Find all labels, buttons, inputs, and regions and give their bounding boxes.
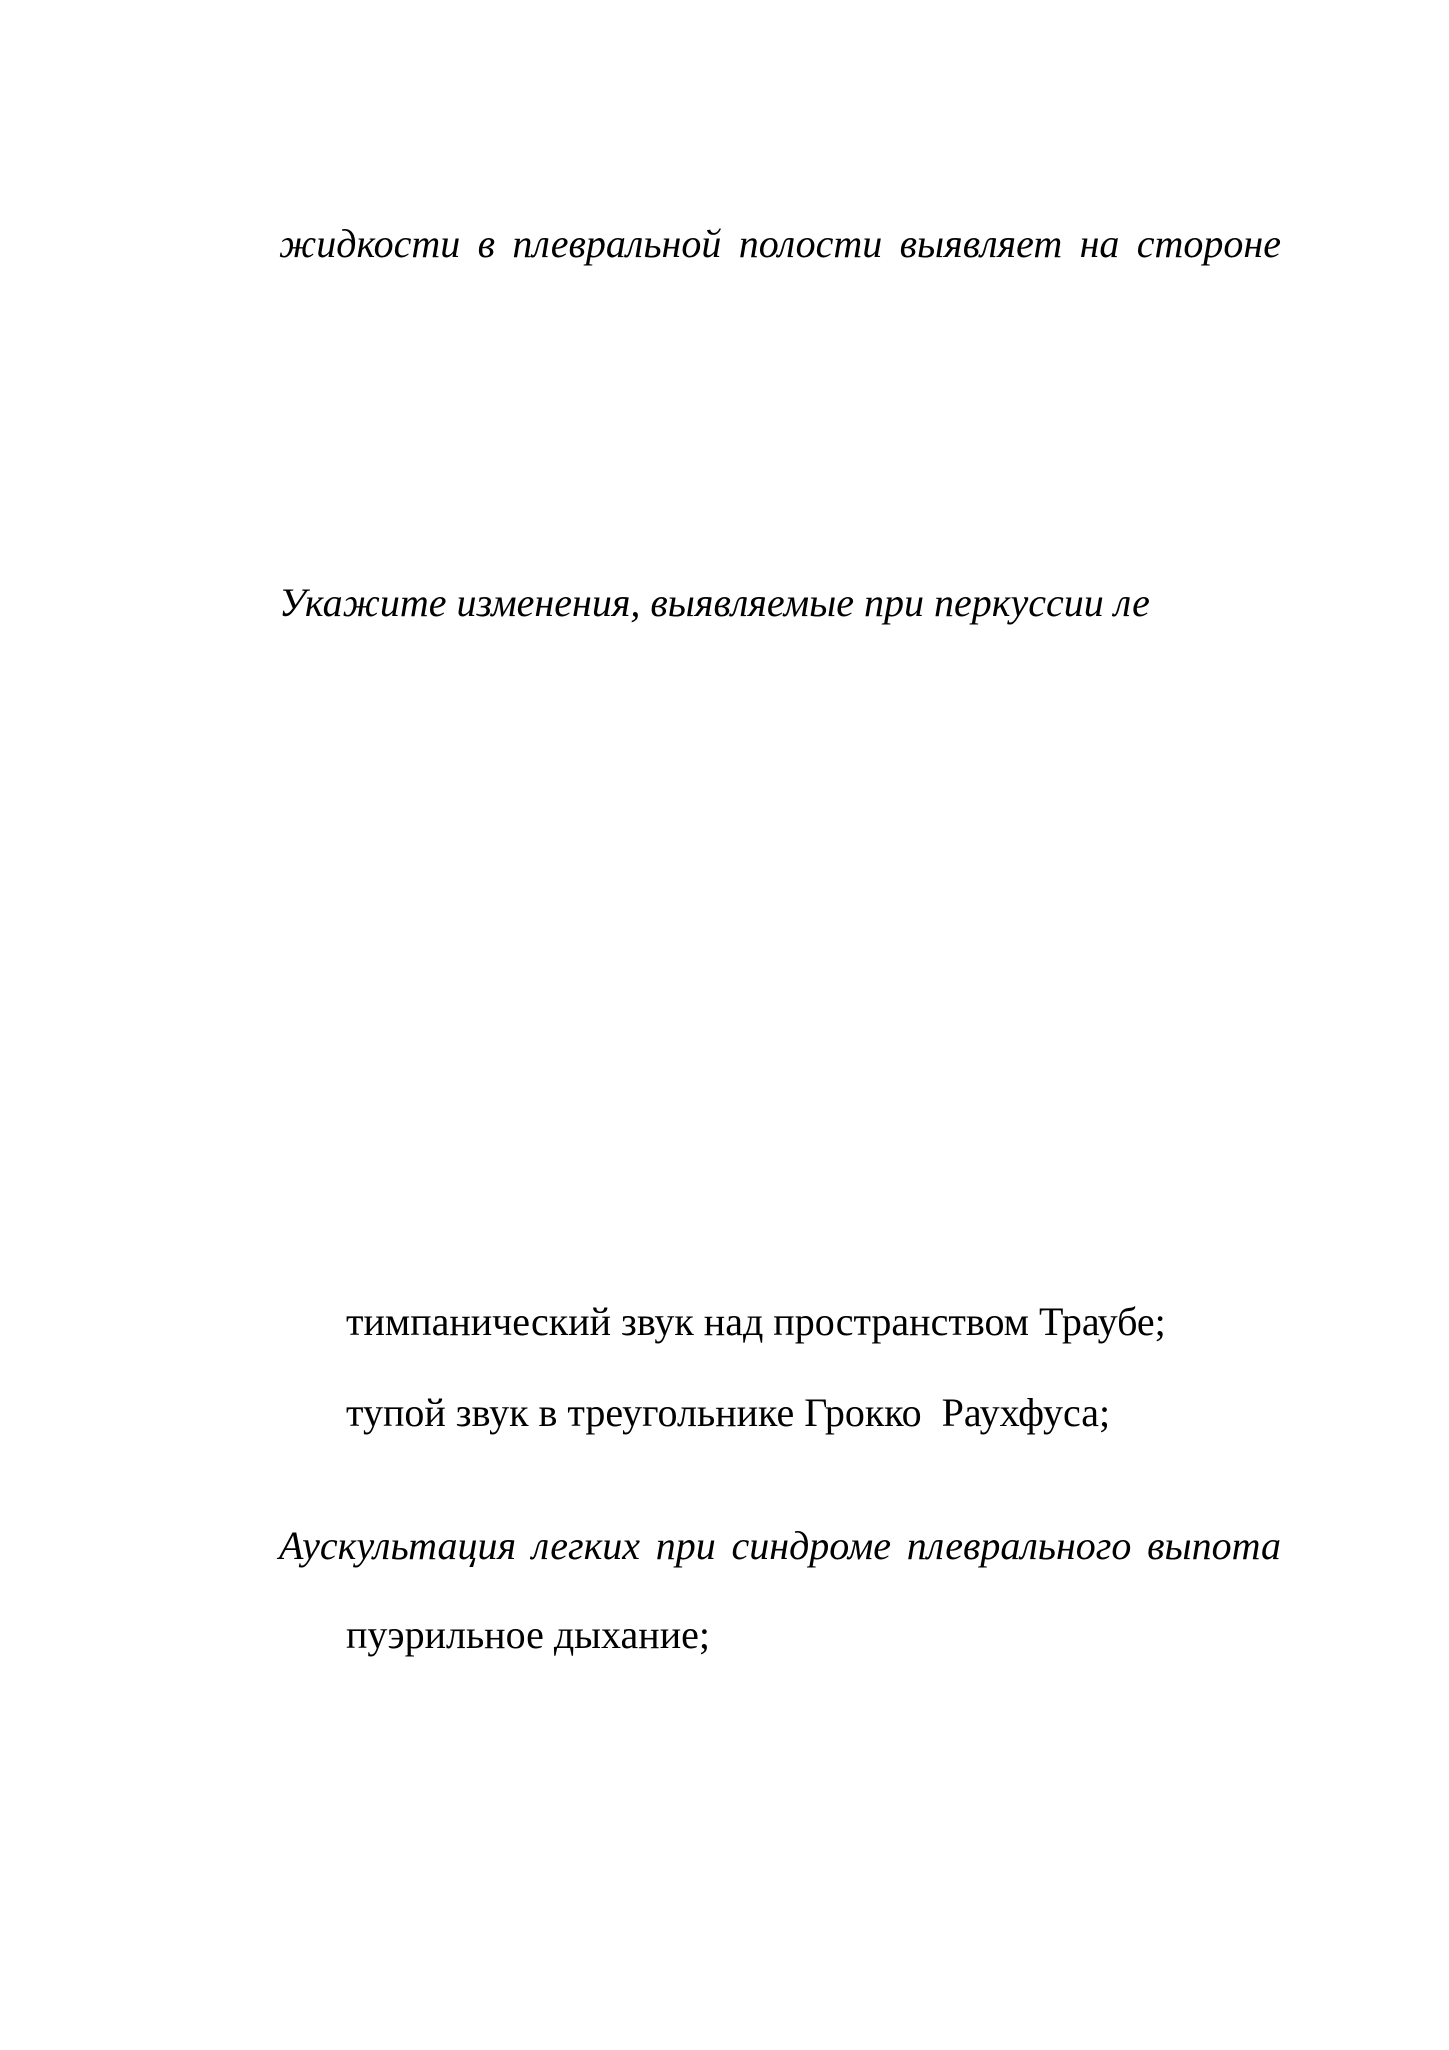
word: плеврального [906,1523,1132,1568]
answer-tympanic-sound: тимпанический звук над пространством Траубе; [346,1299,1166,1344]
word: на [1079,221,1120,266]
question-percussion: Укажите изменения, выявляемые при перкуссии ле [279,580,1150,625]
answer-dull-sound: тупой звук в треугольнике Грокко Раухфуса; [346,1390,1111,1435]
word: выпота [1147,1523,1281,1568]
word: легких [531,1523,641,1568]
answer-puerile-breathing: пуэрильное дыхание; [346,1612,710,1657]
word: жидкости [279,221,461,266]
question-auscultation-line [279,1522,1281,1570]
word: плевральной [512,221,722,266]
word: в [477,221,495,266]
word: выявляет [899,221,1063,266]
word: полости [738,221,883,266]
word: Аускультация [279,1523,517,1568]
word: стороне [1136,221,1281,266]
word: при [655,1523,716,1568]
word: синдроме [731,1523,892,1568]
question-fragment-line [279,220,1281,268]
